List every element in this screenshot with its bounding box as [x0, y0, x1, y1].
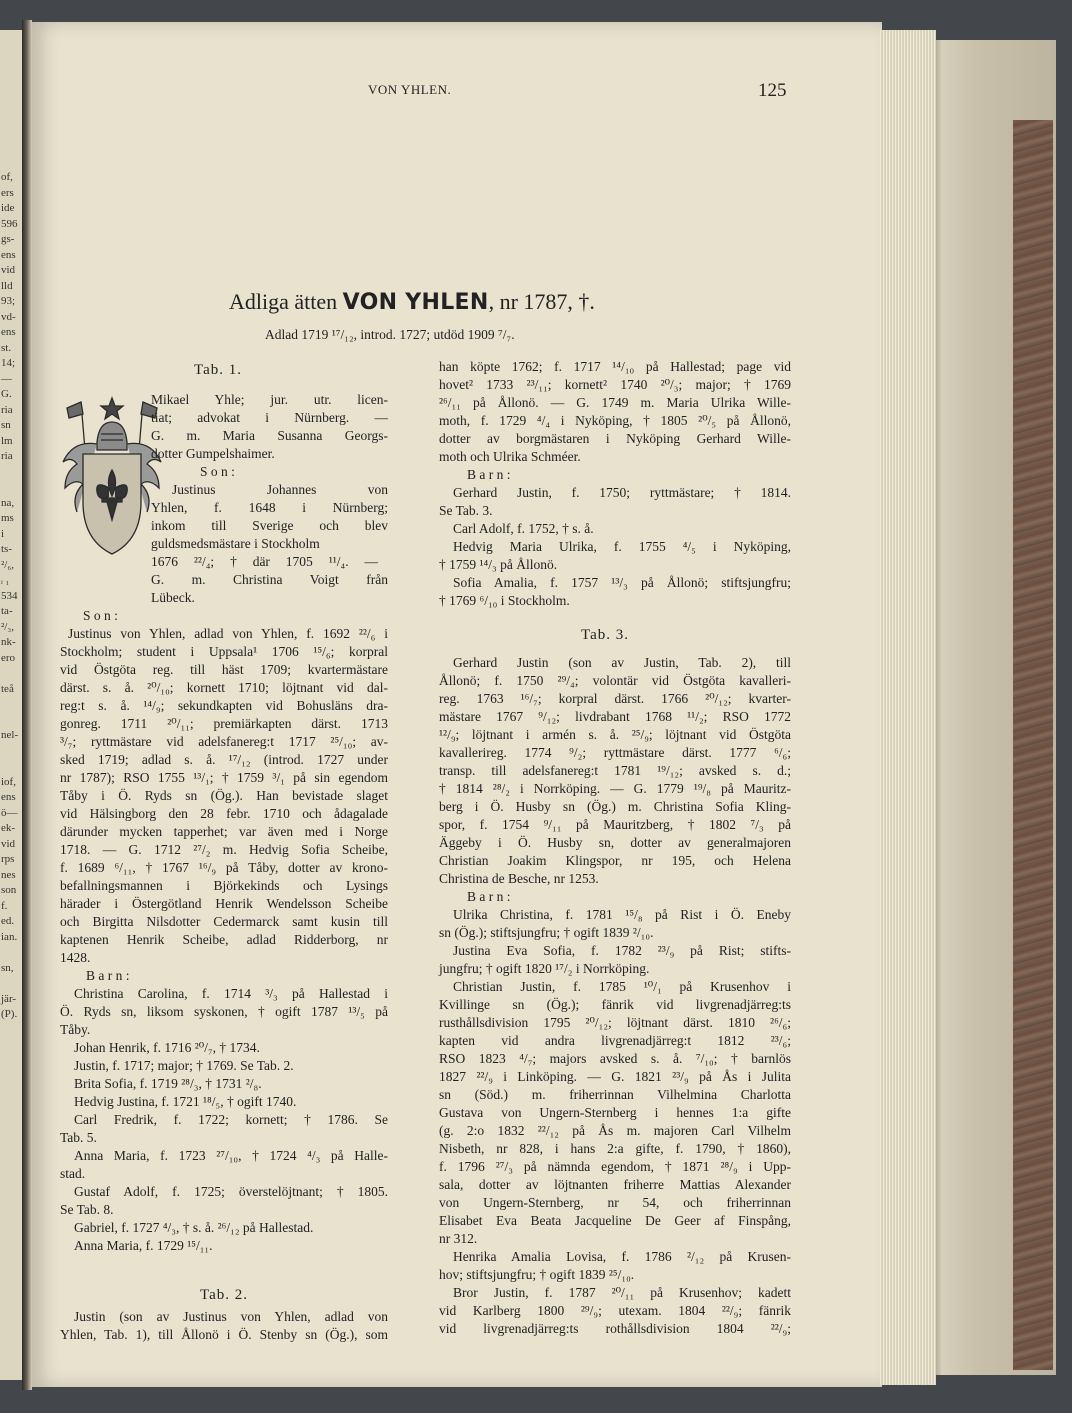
facing-page-fragment: ᵢ ₁	[1, 574, 10, 586]
facing-page-fragment: vd-	[1, 310, 16, 323]
text-line: Gabriel, f. 1727 ⁴/₃, † s. å. ²⁶/₁₂ på Hallestad.	[74, 1220, 314, 1235]
text-line: vid Karlberg 1800 ²⁹/₉; utexam. 1804 ²²/₉; fänrik	[439, 1303, 791, 1318]
facing-page-fragment: —	[1, 372, 12, 385]
text-line: Justina Eva Sofia, f. 1782 ²³/₉ på Rist; stifts-	[453, 943, 791, 958]
text-line: Carl Fredrik, f. 1722; kornett; † 1786. Se	[74, 1112, 388, 1127]
text-line: Johan Henrik, f. 1716 ²⁰/₇, † 1734.	[74, 1040, 260, 1055]
text-line: vid Östgöta reg. till häst 1709; kvartermästare	[60, 662, 388, 677]
text-line: spor, f. 1754 ⁹/₁₁ på Mauritzberg, † 1802 ⁷/₃ på	[439, 817, 791, 832]
text-line: Gustava von Ungern-Sternberg i hennes 1:a gifte	[439, 1105, 791, 1120]
facing-page-fragment: vid	[1, 264, 16, 276]
facing-page-fragment: ta-	[1, 605, 13, 617]
text-line: Ö. Ryds sn, liksom syskonen, † ogift 1787 ¹³/₅ på	[60, 1004, 388, 1019]
facing-page-fragment: of,	[1, 171, 13, 183]
text-line: Hedvig Justina, f. 1721 ¹⁸/₅, † ogift 1740.	[74, 1094, 297, 1109]
text-line: sn (Ög.); stiftsjungfru; † ogift 1839 ²/₁₀.	[439, 925, 654, 940]
text-line: f. 1796 ²⁷/₃ på nämnda egendom, † 1871 ²⁸/₉ i Upp-	[439, 1159, 791, 1174]
text-line: f. 1689 ⁶/₁₁, † 1767 ¹⁶/₉ på Tåby, dotter av krono-	[60, 860, 388, 875]
text-line: hovet² 1733 ²³/₁₁; kornett² 1740 ²⁰/₃; major; † 1769	[439, 377, 791, 392]
text-line: Bror Justin, f. 1787 ²⁰/₁₁ på Krusenhov; kadett	[453, 1285, 791, 1300]
text-line: Lübeck.	[151, 590, 195, 605]
text-line: dotter av borgmästaren i Nyköping Gerhard Wille-	[439, 431, 791, 446]
tab-3-heading: Tab. 3.	[581, 627, 630, 643]
facing-page-fragment: gs-	[1, 233, 15, 245]
text-line: kapten vid andra livgrenadjärreg:t 1812 ²³/₆;	[439, 1033, 791, 1048]
page-number: 125	[758, 80, 787, 101]
facing-page-fragment: 596	[1, 217, 18, 230]
facing-page-fragment: rps	[1, 853, 15, 865]
facing-page-fragment: lm	[1, 434, 13, 447]
facing-page-fragment: teå	[1, 682, 14, 695]
facing-page-fragment: ms	[1, 512, 14, 524]
text-line: inkom till Sverige och blev	[151, 518, 388, 533]
family-name: VON YHLEN	[342, 290, 489, 315]
facing-page-fragment: jär-	[1, 992, 17, 1005]
facing-page-fragment: ria	[1, 403, 13, 416]
text-line: S o n :	[200, 464, 235, 479]
text-line: G. m. Christina Voigt från	[151, 572, 388, 587]
facing-page-fragment: son	[1, 884, 17, 896]
facing-page-fragment: st.	[1, 341, 12, 354]
text-line: Justinus von Yhlen, adlad von Yhlen, f. 1692 ²²/₆ i	[68, 626, 388, 641]
facing-page-fragment: sn,	[1, 961, 14, 974]
text-line: sala, dotter av löjtnanten friherre Mattias Alexander	[439, 1177, 791, 1192]
text-line: Sofia Amalia, f. 1757 ¹³/₃ på Ållonö; stiftsjungfru;	[453, 575, 791, 590]
text-line: Christina de Besche, nr 1253.	[439, 871, 599, 886]
text-line: mästare 1767 ⁹/₁₂; livdrabant 1768 ¹¹/₂; RSO 1772	[439, 709, 791, 724]
text-line: nr 1787); RSO 1755 ¹³/₁; † 1759 ³/₁ på sin egendom	[60, 770, 388, 785]
facing-page-fragment: i	[1, 527, 5, 540]
facing-page-fragment: ide	[1, 202, 15, 214]
text-line: reg:t s. å. ¹⁴/₉; sekundkapten vid Bohusläns dra-	[60, 698, 388, 713]
facing-page-fragment: vid	[1, 837, 16, 850]
text-line: befallningsmannen i Björkekinds och Lysings	[60, 878, 388, 893]
text-line: † 1769 ⁶/₁₀ i Stockholm.	[439, 593, 570, 608]
text-line: Gustaf Adolf, f. 1725; överstelöjtnant; † 1805.	[74, 1184, 388, 1199]
text-line: 1827 ²²/₉ i Linköping. — G. 1821 ²³/₉ på Ås i Julita	[439, 1069, 791, 1084]
text-line: ¹²/₉; löjtnant i armén s. å. ²⁵/₉; löjtnant vid Östgöta	[439, 727, 791, 742]
facing-page-fragment: nes	[1, 868, 16, 881]
facing-page-fragment: f.	[1, 899, 8, 912]
facing-page-fragment: ens	[1, 326, 16, 338]
title-prefix: Adliga ätten	[229, 289, 343, 314]
text-line: (g. 2:o 1832 ²²/₁₂ på Ås m. majoren Carl Vilhelm	[439, 1123, 791, 1138]
text-line: stad.	[60, 1166, 86, 1181]
text-line: Christian Joakim Klingspor, nr 195, och Helena	[439, 853, 791, 868]
text-line: Äggeby i Ö. Husby sn, dotter av generalmajoren	[439, 835, 791, 850]
text-line: härader i Östergötland Henrik Wendelsson Scheibe	[60, 896, 388, 911]
facing-page-fragment: ²/₃,	[1, 620, 14, 633]
text-line: kavallerireg. 1774 ⁹/₂; ryttmästare därst. 1777 ⁶/₆;	[439, 745, 791, 760]
facing-page-fragment: ed.	[1, 915, 15, 927]
text-line: † 1814 ²⁸/₂ i Norrköping. — G. 1779 ¹⁹/₈ på Mauritz-	[439, 781, 791, 796]
text-line: hov; stiftsjungfru; † ogift 1839 ²⁵/₁₀.	[439, 1267, 635, 1282]
facing-page-fragment: ria	[1, 450, 13, 462]
text-line: von Ungern-Sternberg, nr 54, och friherrinnan	[439, 1195, 791, 1210]
text-line: 1718. — G. 1712 ²⁷/₂ m. Hedvig Sofia Scheibe,	[60, 842, 388, 857]
text-line: Gerhard Justin, f. 1750; ryttmästare; † 1814.	[453, 485, 791, 500]
text-line: Yhlen, Tab. 1), till Ållonö i Ö. Stenby sn (Ög.), som	[60, 1327, 388, 1342]
facing-page-fragment: ero	[1, 651, 16, 664]
facing-page-fragment: sn	[1, 419, 11, 431]
text-line: Tåby i Ö. Ryds sn (Ög.). Han bevistade slaget	[60, 788, 388, 803]
text-line: Se Tab. 3.	[439, 503, 493, 518]
text-line: Christian Justin, f. 1785 ¹⁰/₁ på Krusenhov i	[453, 979, 791, 994]
facing-page-fragment: nk-	[1, 636, 16, 648]
text-line: Justinus Johannes von	[172, 482, 388, 497]
text-line: Henrika Amalia Lovisa, f. 1786 ²/₁₂ på Krusen-	[453, 1249, 791, 1264]
text-line: moth och Ulrika Schméer.	[439, 449, 581, 464]
facing-page-fragment: na,	[1, 496, 15, 509]
facing-page-fragment: 534	[1, 589, 18, 602]
text-line: gonreg. 1711 ²⁰/₁₁; premiärkapten därst. 1713	[60, 716, 388, 731]
text-line: S o n :	[83, 608, 118, 623]
family-title	[229, 289, 595, 315]
facing-page-fragment: ers	[1, 186, 14, 199]
text-line: Elisabet Eva Beata Jacqueline De Geer af Finspång,	[439, 1213, 791, 1228]
facing-page-fragment: 14;	[1, 357, 16, 369]
facing-page-fragment: G.	[1, 388, 12, 400]
text-line: RSO 1823 ⁴/₇; majors avsked s. å. ⁷/₁₀; † barnlös	[439, 1051, 791, 1066]
text-line: Anna Maria, f. 1729 ¹⁵/₁₁.	[74, 1238, 213, 1253]
tab-2-heading: Tab. 2.	[200, 1287, 249, 1303]
text-line: Se Tab. 8.	[60, 1202, 114, 1217]
page-block-edge	[880, 30, 936, 1385]
text-line: rusthållsdivision 1795 ²⁰/₁₂; löjtnant därst. 1810 ²⁶/₆;	[439, 1015, 791, 1030]
text-line: Ållonö; f. 1750 ²⁹/₄; volontär vid Östgöta kavalleri-	[439, 673, 791, 688]
text-line: Nisbeth, nr 828, i hans 2:a gifte, f. 1790, † 1860),	[439, 1141, 791, 1156]
ennoblement-note: Adlad 1719 ¹⁷/₁₂, introd. 1727; utdöd 1909 ⁷/₇.	[265, 327, 515, 342]
text-line: vid livgrenadjärreg:ts rothållsdivision 1804 ²²/₉;	[439, 1321, 791, 1336]
text-line: transp. till adelsfanereg:t 1781 ¹⁹/₁₂; avsked s. d.;	[439, 763, 791, 778]
text-line: sked 1719; adlad s. å. ¹⁷/₁₂ (introd. 1727 under	[60, 752, 388, 767]
text-line: Anna Maria, f. 1723 ²⁷/₁₀, † 1724 ⁴/₃ på Halle-	[74, 1148, 388, 1163]
facing-page-fragment: lld	[1, 279, 13, 292]
text-line: ³/₇; ryttmästare vid adelsfanereg:t 1717 ²⁵/₁₀; av-	[60, 734, 388, 749]
text-line: ²⁶/₁₁ på Ållonö. — G. 1749 m. Maria Ulrika Wille-	[439, 395, 791, 410]
title-suffix: , nr 1787, †.	[488, 289, 595, 314]
text-line: Gerhard Justin (son av Justin, Tab. 2), till	[453, 655, 791, 670]
text-line: B a r n :	[86, 968, 130, 983]
text-line: Kvillinge sn (Ög.); fänrik vid livgrenadjärreg:ts	[439, 997, 791, 1012]
facing-page-fragment: ian.	[1, 930, 18, 943]
text-line: och Birgitta Nilsdotter Cedermarck samt kusin till	[60, 914, 388, 929]
text-line: † 1759 ¹⁴/₃ på Ållonö.	[439, 557, 558, 572]
text-line: Yhlen, f. 1648 i Nürnberg;	[151, 500, 388, 515]
text-line: Justin (son av Justinus von Yhlen, adlad von	[74, 1309, 388, 1324]
text-line: därunder mycken tapperhet; var även med i Norge	[60, 824, 388, 839]
text-line: Justin, f. 1717; major; † 1769. Se Tab. 2.	[74, 1058, 294, 1073]
facing-page-fragment: ens	[1, 791, 16, 803]
text-line: berg i Ö. Husby sn (Ög.) m. Christina Sofia Kling-	[439, 799, 791, 814]
text-line: därst. s. å. ²⁰/₁₀; kornett 1710; löjtnant vid dal-	[60, 680, 388, 695]
text-line: B a r n :	[467, 889, 511, 904]
book-spine	[1013, 120, 1053, 1370]
facing-page-fragment: iof,	[1, 775, 16, 788]
facing-page-fragment: ö—	[1, 806, 18, 819]
text-line: G. m. Maria Susanna Georgs-	[151, 428, 388, 443]
text-line: kaptenen Henrik Scheibe, adlad Ridderborg, nr	[60, 932, 388, 947]
text-line: Mikael Yhle; jur. utr. licen-	[151, 392, 388, 407]
text-line: Hedvig Maria Ulrika, f. 1755 ⁴/₅ i Nyköping,	[453, 539, 791, 554]
text-line: jungfru; † ogift 1820 ¹⁷/₂ i Norrköping.	[439, 961, 650, 976]
facing-page-fragment: nel-	[1, 729, 19, 741]
text-line: 1676 ²²/₄; † där 1705 ¹¹/₄. —	[151, 554, 378, 569]
tab-1-heading: Tab. 1.	[194, 362, 243, 378]
facing-page-fragment: (P).	[1, 1008, 18, 1020]
text-line: Carl Adolf, f. 1752, † s. å.	[453, 521, 594, 536]
text-line: Ulrika Christina, f. 1781 ¹⁵/₈ på Rist i Ö. Eneby	[453, 907, 791, 922]
text-line: Christina Carolina, f. 1714 ³/₃ på Hallestad i	[74, 986, 388, 1001]
facing-page-fragment: ens	[1, 248, 16, 261]
facing-page-fragment: ts-	[1, 543, 12, 555]
text-line: Stockholm; student i Uppsala¹ 1706 ¹⁵/₆; korpral	[60, 644, 388, 659]
running-title: VON YHLEN.	[368, 82, 452, 97]
text-line: reg. 1763 ¹⁶/₇; korpral därst. 1766 ²⁰/₁₂; kvarter-	[439, 691, 791, 706]
text-line: han köpte 1762; f. 1717 ¹⁴/₁₀ på Hallestad; page vid	[439, 359, 791, 374]
book-gutter	[22, 20, 32, 1390]
text-line: vid Hälsingborg den 28 febr. 1710 och ådagalade	[60, 806, 388, 821]
text-line: Tab. 5.	[60, 1130, 97, 1145]
text-line: sn (Söd.) m. friherrinnan Vilhelmina Charlotta	[439, 1087, 791, 1102]
text-line: nr 312.	[439, 1231, 478, 1246]
text-line: Brita Sofia, f. 1719 ²⁸/₃, † 1731 ²/₈.	[74, 1076, 262, 1091]
text-line: 1428.	[60, 950, 91, 965]
text-line: tiat; advokat i Nürnberg. —	[151, 410, 388, 425]
facing-page-fragment: ²/₆,	[1, 558, 14, 571]
facing-page-fragment: 93;	[1, 295, 16, 307]
text-line: dotter Gumpelshaimer.	[151, 446, 275, 461]
facing-page-fragment: ek-	[1, 822, 16, 834]
text-line: B a r n :	[467, 467, 511, 482]
text-line: Tåby.	[60, 1022, 91, 1037]
text-line: guldsmedsmästare i Stockholm	[151, 536, 320, 551]
text-line: moth, f. 1729 ⁴/₄ i Nyköping, † 1805 ²⁰/₅ på Ållonö,	[439, 413, 791, 428]
